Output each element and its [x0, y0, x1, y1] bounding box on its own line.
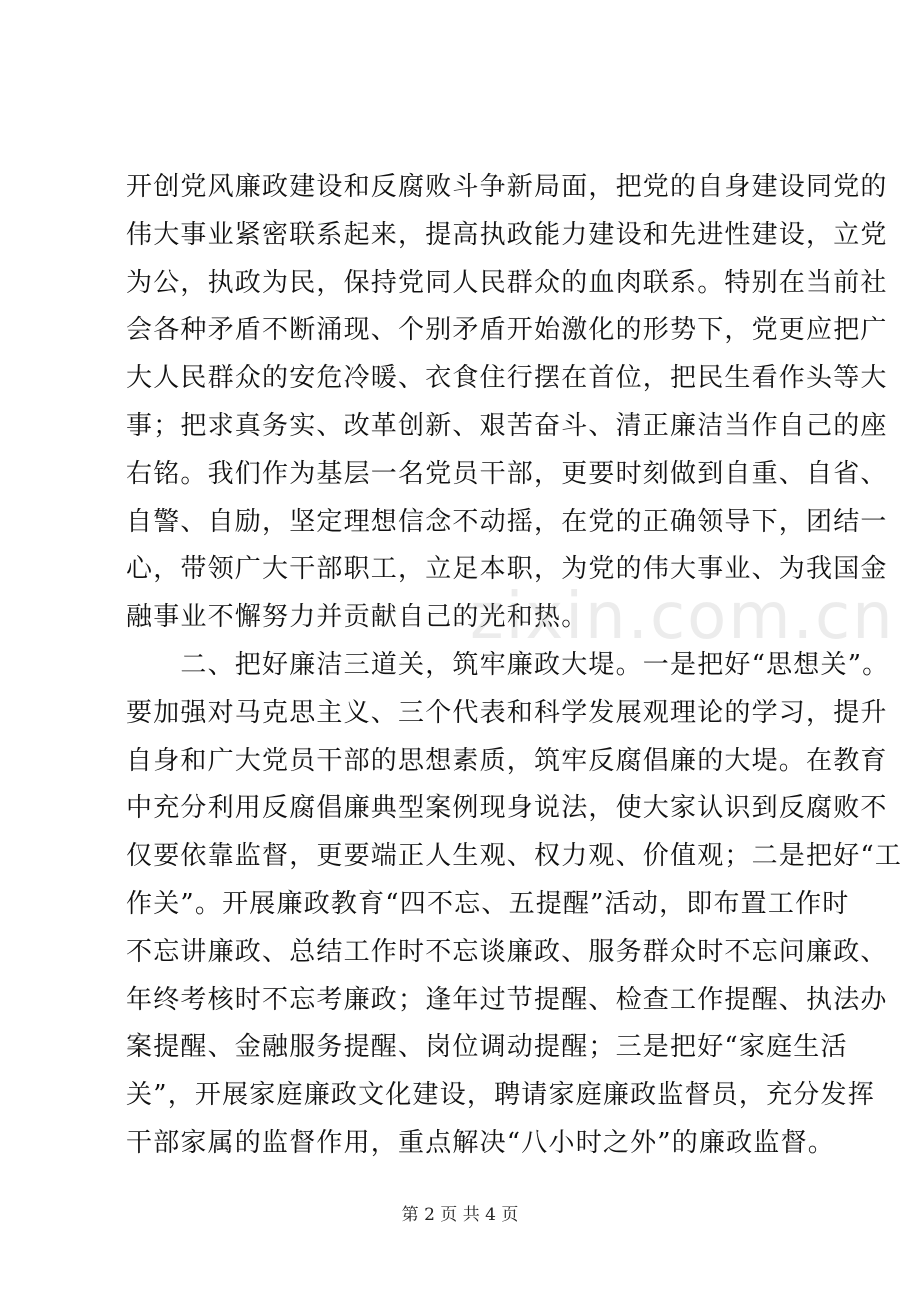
text-line: 不忘讲廉政、总结工作时不忘谈廉政、服务群众时不忘问廉政、	[126, 936, 888, 967]
text-line: 要加强对马克思主义、三个代表和科学发展观理论的学习，提升	[126, 697, 888, 728]
text-line: 自警、自励，坚定理想信念不动摇，在党的正确领导下，团结一	[126, 506, 888, 537]
text-line: 仅要依靠监督，更要端正人生观、权力观、价值观；二是把好“工	[126, 841, 903, 872]
text-line: 开创党风廉政建设和反腐败斗争新局面，把党的自身建设同党的	[126, 172, 888, 202]
text-line: 自身和广大党员干部的思想素质，筑牢反腐倡廉的大堤。在教育	[126, 745, 888, 776]
text-line: 中充分利用反腐倡廉典型案例现身说法，使大家认识到反腐败不	[126, 793, 888, 824]
text-line: 二、把好廉洁三道关，筑牢廉政大堤。一是把好“思想关”。	[126, 650, 890, 680]
text-line: 事；把求真务实、改革创新、艰苦奋斗、清正廉洁当作自己的座	[126, 411, 888, 441]
text-line: 大人民群众的安危冷暖、衣食住行摆在首位，把民生看作头等大	[126, 363, 888, 394]
text-line: 伟大事业紧密联系起来，提高执政能力建设和先进性建设，立党	[126, 219, 888, 250]
text-line: 右铭。我们作为基层一名党员干部，更要时刻做到自重、自省、	[126, 458, 888, 489]
text-line: 融事业不懈努力并贡献自己的光和热。	[126, 602, 589, 633]
text-line: 年终考核时不忘考廉政；逢年过节提醒、检查工作提醒、执法办	[126, 984, 888, 1015]
text-line: 为公，执政为民，保持党同人民群众的血肉联系。特别在当前社	[126, 267, 888, 298]
text-line: 作关”。开展廉政教育“四不忘、五提醒”活动，即布置工作时	[126, 889, 850, 919]
text-line: 关”，开展家庭廉政文化建设，聘请家庭廉政监督员，充分发挥	[126, 1080, 875, 1111]
page-number-footer: 第 2 页 共 4 页	[401, 1205, 519, 1225]
text-line: 干部家属的监督作用，重点解决“八小时之外”的廉政监督。	[126, 1128, 835, 1158]
text-line: 案提醒、金融服务提醒、岗位调动提醒；三是把好“家庭生活	[126, 1032, 848, 1063]
watermark: zixin.com.cn	[470, 580, 895, 654]
text-line: 心，带领广大干部职工，立足本职，为党的伟大事业、为我国金	[126, 554, 888, 585]
text-line: 会各种矛盾不断涌现、个别矛盾开始激化的形势下，党更应把广	[126, 315, 888, 346]
